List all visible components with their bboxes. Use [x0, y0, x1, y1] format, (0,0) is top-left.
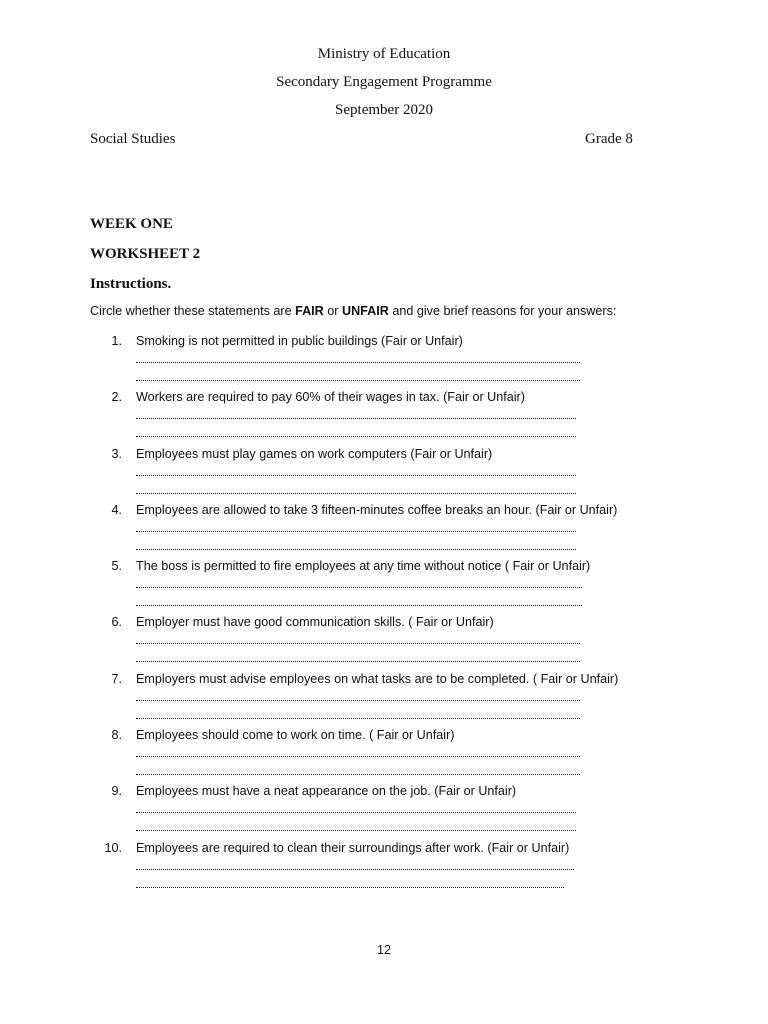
- fair-keyword: FAIR: [295, 304, 324, 318]
- programme-title: Secondary Engagement Programme: [276, 74, 492, 90]
- question-number: 5.: [111, 559, 122, 574]
- question-text: Employees should come to work on time. ( Fair or Unfair): [136, 728, 455, 743]
- answer-line[interactable]: [136, 549, 576, 550]
- question-item: [0, 447, 768, 503]
- question-item: [0, 728, 768, 784]
- intro-part-2: or: [323, 304, 342, 318]
- question-item: [0, 334, 768, 390]
- week-heading: WEEK ONE: [90, 216, 173, 232]
- question-number: 7.: [111, 671, 122, 686]
- answer-line[interactable]: [136, 643, 580, 644]
- instructions-text: [90, 304, 616, 318]
- answer-line[interactable]: [136, 436, 576, 437]
- answer-line[interactable]: [136, 493, 576, 494]
- answer-line[interactable]: [136, 531, 576, 532]
- worksheet-heading: WORKSHEET 2: [90, 246, 201, 262]
- question-number: 9.: [111, 784, 122, 799]
- question-number: 8.: [111, 728, 122, 743]
- question-number: 10.: [104, 840, 122, 855]
- answer-line[interactable]: [136, 661, 580, 662]
- question-text: Employer must have good communication skills. ( Fair or Unfair): [136, 615, 494, 630]
- grade-label: Grade 8: [585, 131, 633, 147]
- answer-line[interactable]: [136, 830, 576, 831]
- answer-line[interactable]: [136, 718, 580, 719]
- ministry-title: Ministry of Education: [317, 46, 451, 62]
- answer-line[interactable]: [136, 418, 576, 419]
- question-text: The boss is permitted to fire employees at any time without notice ( Fair or Unfair): [136, 559, 591, 574]
- question-item: [0, 841, 768, 897]
- answer-line[interactable]: [136, 362, 580, 363]
- question-text: Employers must advise employees on what tasks are to be completed. ( Fair or Unfair): [136, 671, 619, 686]
- question-text: Smoking is not permitted in public buildings (Fair or Unfair): [136, 334, 463, 348]
- question-text: Employees are required to clean their surroundings after work. (Fair or Unfair): [136, 840, 570, 855]
- answer-line[interactable]: [136, 380, 580, 381]
- intro-part-1: Circle whether these statements are: [90, 304, 296, 318]
- question-item: [0, 615, 768, 671]
- answer-line[interactable]: [136, 774, 580, 775]
- answer-line[interactable]: [136, 475, 576, 476]
- instructions-heading: Instructions.: [90, 276, 172, 292]
- question-text: Employees are allowed to take 3 fifteen-minutes coffee breaks an hour. (Fair or Unfair): [136, 502, 618, 517]
- subject-label: Social Studies: [90, 131, 176, 147]
- answer-line[interactable]: [136, 812, 576, 813]
- question-number: 2.: [111, 390, 122, 405]
- question-list: [0, 334, 768, 897]
- unfair-keyword: UNFAIR: [341, 304, 389, 318]
- question-item: [0, 503, 768, 559]
- question-text: Workers are required to pay 60% of their wages in tax. (Fair or Unfair): [136, 390, 525, 405]
- question-number: 3.: [111, 446, 122, 461]
- answer-line[interactable]: [136, 756, 580, 757]
- question-item: [0, 784, 768, 840]
- question-text: Employees must have a neat appearance on the job. (Fair or Unfair): [136, 784, 517, 799]
- question-number: 4.: [111, 502, 122, 517]
- question-item: [0, 559, 768, 615]
- date-line: September 2020: [335, 102, 433, 118]
- question-item: [0, 672, 768, 728]
- answer-line[interactable]: [136, 700, 580, 701]
- question-item: [0, 390, 768, 446]
- page-number: 12: [376, 943, 391, 957]
- question-number: 6.: [111, 615, 122, 630]
- question-text: Employees must play games on work computers (Fair or Unfair): [136, 446, 493, 461]
- answer-line[interactable]: [136, 887, 564, 888]
- answer-line[interactable]: [136, 587, 582, 588]
- question-number: 1.: [111, 334, 122, 348]
- intro-part-3: and give brief reasons for your answers:: [388, 304, 617, 318]
- answer-line[interactable]: [136, 869, 574, 870]
- answer-line[interactable]: [136, 605, 582, 606]
